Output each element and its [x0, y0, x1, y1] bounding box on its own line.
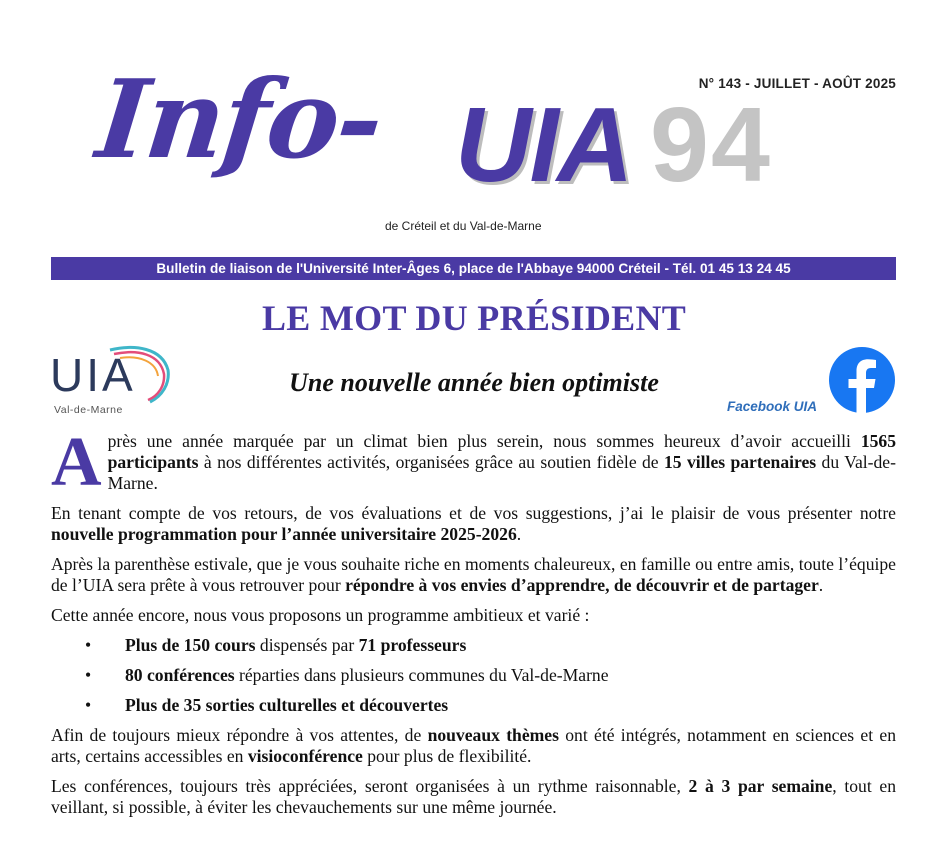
contact-banner: Bulletin de liaison de l'Université Inter-Âges 6, place de l'Abbaye 94000 Créteil - Tél. 01 45 13 24 45	[51, 257, 896, 280]
facebook-icon[interactable]	[828, 346, 896, 414]
text: près une année marquée par un climat bien plus serein, nous sommes heureux d’avoir accueilli	[107, 431, 861, 451]
brand-94: 94	[650, 86, 772, 204]
issue-number: N° 143 - JUILLET - AOÛT 2025	[698, 76, 896, 91]
list-item	[51, 695, 896, 716]
text: réparties dans plusieurs communes du Val-de-Marne	[234, 665, 609, 685]
paragraph-summer	[51, 554, 896, 596]
text: à nos différentes activités, organisées grâce au soutien fidèle de	[198, 452, 664, 472]
uia-logo-region: Val-de-Marne	[54, 404, 123, 416]
paragraph-conferences	[51, 776, 896, 818]
text: dispensés par	[255, 635, 359, 655]
emphasis: visioconférence	[247, 746, 363, 766]
text: .	[516, 524, 522, 544]
brand-uia: UIA	[455, 86, 632, 204]
brand-info: Info-	[91, 57, 387, 183]
emphasis: 71 professeurs	[358, 635, 467, 655]
uia-logo-letters: UIA	[50, 349, 136, 401]
text: En tenant compte de vos retours, de vos évaluations et de vos suggestions, j’ai le plaisir de vous présenter notre	[51, 503, 896, 523]
emphasis: répondre à vos envies d’apprendre, de découvrir et de partager	[345, 575, 819, 595]
masthead-subtitle: de Créteil et du Val-de-Marne	[385, 219, 542, 233]
text: du Val-de-Marne.	[107, 452, 896, 493]
emphasis: nouveaux thèmes	[427, 725, 559, 745]
text: ont été intégrés, notamment en sciences et en arts, certains accessibles en	[51, 725, 896, 766]
text: Après la parenthèse estivale, que je vous souhaite riche en moments chaleureux, en famille ou entre amis, toute l’équipe de l’UIA sera prête à vous retrouver pour	[51, 554, 896, 595]
emphasis: Plus de 35 sorties culturelles et découvertes	[125, 695, 449, 715]
programme-year: nouvelle programmation pour l’année universitaire 2025-2026	[51, 524, 517, 544]
participants-count: 1565 participants	[107, 431, 896, 472]
list-item	[51, 635, 896, 656]
section-title: LE MOT DU PRÉSIDENT	[261, 298, 687, 338]
list-item	[51, 665, 896, 686]
partner-cities: 15 villes partenaires	[664, 452, 817, 472]
text: Afin de toujours mieux répondre à vos attentes, de	[51, 725, 428, 745]
text: Les conférences, toujours très appréciées, seront organisées à un rythme raisonnable,	[51, 776, 689, 796]
emphasis: Plus de 150 cours	[125, 635, 256, 655]
programme-list	[51, 635, 896, 716]
emphasis: 2 à 3 par semaine	[688, 776, 833, 796]
text: pour plus de flexibilité.	[362, 746, 532, 766]
text: , tout en veillant, si possible, à éviter les chevauchements sur une même journée.	[51, 776, 896, 817]
article-body	[51, 424, 896, 827]
paragraph-intro	[51, 424, 896, 501]
emphasis: 80 conférences	[125, 665, 235, 685]
paragraph-themes	[51, 725, 896, 767]
paragraph-programme-intro: Cette année encore, nous vous proposons un programme ambitieux et varié :	[51, 605, 590, 625]
drop-cap: A	[51, 424, 102, 501]
text: .	[818, 575, 824, 595]
article-headline: Une nouvelle année bien optimiste	[289, 368, 659, 397]
facebook-link[interactable]: Facebook UIA	[727, 399, 818, 414]
paragraph-programme	[51, 503, 896, 545]
